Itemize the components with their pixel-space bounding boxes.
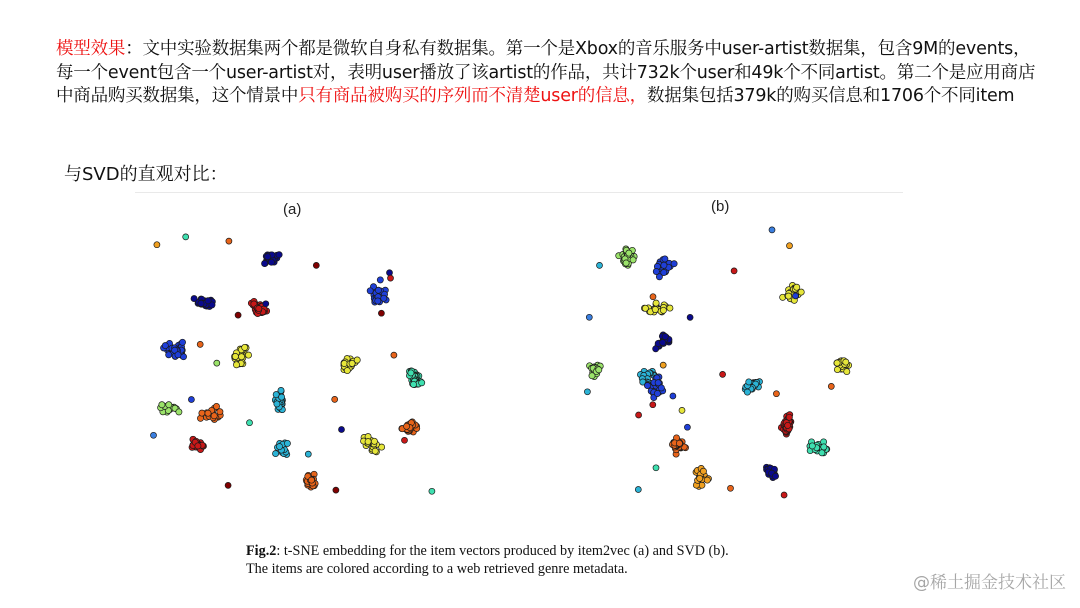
outlier-point xyxy=(378,310,384,316)
outlier-point xyxy=(313,262,319,268)
cluster-3 xyxy=(191,296,215,310)
scatter-point xyxy=(630,257,636,263)
scatter-point xyxy=(410,381,416,387)
outlier-point xyxy=(332,396,338,402)
svd-comparison-heading: 与SVD的直观对比： xyxy=(64,164,228,185)
scatter-point xyxy=(276,444,282,450)
scatter-point xyxy=(843,359,849,365)
outlier-point xyxy=(225,482,231,488)
scatter-point xyxy=(371,438,377,444)
scatter-point xyxy=(276,252,282,258)
scatter-point xyxy=(308,477,314,483)
scatter-point xyxy=(819,450,825,456)
scatter-point xyxy=(676,440,682,446)
outlier-point xyxy=(787,243,793,249)
cluster-6 xyxy=(587,362,604,380)
scatter-point xyxy=(704,477,710,483)
outlier-point xyxy=(263,301,269,307)
scatter-point xyxy=(660,340,666,346)
outlier-point xyxy=(226,238,232,244)
scatter-point xyxy=(268,259,274,265)
cluster-5 xyxy=(653,332,672,352)
scatter-point xyxy=(794,284,800,290)
outlier-point xyxy=(151,432,157,438)
outlier-point xyxy=(687,314,693,320)
outlier-point xyxy=(214,360,220,366)
outlier-point xyxy=(391,352,397,358)
scatter-point xyxy=(653,268,659,274)
caption-text-1: : t-SNE embedding for the item vectors produced by item2vec (a) and SVD (b). xyxy=(276,543,729,559)
intro-paragraph xyxy=(56,38,1046,109)
scatter-point xyxy=(341,360,347,366)
outlier-point xyxy=(636,412,642,418)
outlier-point xyxy=(333,487,339,493)
scatter-point xyxy=(596,367,602,373)
outlier-point xyxy=(773,391,779,397)
outlier-point xyxy=(781,492,787,498)
scatter-point xyxy=(375,287,381,293)
cluster-6 xyxy=(232,344,252,368)
scatter-point xyxy=(700,468,706,474)
scatter-point xyxy=(245,352,251,358)
scatter-point xyxy=(419,380,425,386)
outlier-point xyxy=(584,389,590,395)
outlier-point xyxy=(305,451,311,457)
outlier-point xyxy=(679,407,685,413)
scatter-point xyxy=(785,293,791,299)
cluster-3 xyxy=(641,300,673,315)
scatter-point xyxy=(199,410,205,416)
scatter-point xyxy=(671,261,677,267)
scatter-point xyxy=(746,379,752,385)
scatter-point xyxy=(798,289,804,295)
scatter-point xyxy=(652,306,658,312)
scatter-point xyxy=(655,380,661,386)
cluster-14 xyxy=(189,436,207,453)
scatter-point xyxy=(408,370,414,376)
cluster-13 xyxy=(669,435,688,457)
scatter-point xyxy=(159,402,165,408)
cluster-9 xyxy=(834,358,852,375)
scatter-point xyxy=(256,306,262,312)
outlier-point xyxy=(235,312,241,318)
scatter-point xyxy=(381,295,387,301)
outlier-point xyxy=(188,397,194,403)
cluster-8 xyxy=(406,368,424,388)
scatter-plot-b xyxy=(560,214,890,514)
cluster-1 xyxy=(616,246,638,268)
outlier-point xyxy=(429,488,435,494)
scatter-point xyxy=(772,473,778,479)
panel-a-label: (a) xyxy=(283,201,302,218)
cluster-8 xyxy=(742,379,762,396)
cluster-4 xyxy=(780,282,805,303)
scatter-point xyxy=(179,339,185,345)
caption-line-2: The items are colored according to a web retrieved genre metadata. xyxy=(246,561,628,577)
scatter-point xyxy=(162,343,168,349)
cluster-9 xyxy=(272,387,285,412)
scatter-point xyxy=(175,352,181,358)
scatter-point xyxy=(284,440,290,446)
scatter-point xyxy=(365,439,371,445)
scatter-point xyxy=(653,300,659,306)
paragraph-text-2: 数据集包括379k的购买信息和1706个不同item xyxy=(646,86,1015,106)
scatter-point xyxy=(372,448,378,454)
scatter-point xyxy=(661,262,667,268)
scatter-point xyxy=(211,413,217,419)
scatter-point xyxy=(589,373,595,379)
outlier-point xyxy=(769,227,775,233)
caption-line-1 xyxy=(246,542,886,560)
outlier-point xyxy=(720,371,726,377)
outlier-point xyxy=(183,234,189,240)
cluster-10 xyxy=(158,402,182,416)
scatter-point xyxy=(667,305,673,311)
scatter-point xyxy=(233,362,239,368)
outlier-point xyxy=(247,420,253,426)
scatter-point xyxy=(644,383,650,389)
scatter-point xyxy=(404,423,410,429)
scatter-point xyxy=(195,443,201,449)
figure-caption xyxy=(246,542,886,578)
cluster-13 xyxy=(361,434,385,455)
scatter-point xyxy=(662,256,668,262)
scatter-point xyxy=(238,354,244,360)
cluster-5 xyxy=(161,339,187,360)
scatter-point xyxy=(809,443,815,449)
scatter-point xyxy=(279,394,285,400)
model-effect-label: 模型效果 xyxy=(56,39,126,59)
cluster-2 xyxy=(653,256,677,280)
outlier-point xyxy=(650,294,656,300)
scatter-point xyxy=(198,300,204,306)
scatter-point xyxy=(744,389,750,395)
outlier-point xyxy=(653,465,659,471)
scatter-point xyxy=(176,409,182,415)
scatter-point xyxy=(205,298,211,304)
outlier-point xyxy=(197,341,203,347)
scatter-point xyxy=(354,357,360,363)
scatter-point xyxy=(660,307,666,313)
scatter-point xyxy=(367,288,373,294)
outlier-point xyxy=(154,242,160,248)
paragraph-highlight-text: 只有商品被购买的序列而不清楚user的信息， xyxy=(298,86,647,106)
outlier-point xyxy=(635,487,641,493)
scatter-point xyxy=(654,390,660,396)
scatter-point xyxy=(786,414,792,420)
scatter-plot-a xyxy=(135,214,455,514)
cluster-11 xyxy=(778,412,794,438)
cluster-14 xyxy=(763,464,778,480)
caption-fig-label: Fig.2 xyxy=(246,543,277,559)
cluster-1 xyxy=(262,252,283,267)
outlier-point xyxy=(402,437,408,443)
outlier-point xyxy=(650,402,656,408)
figure-separator xyxy=(135,192,903,193)
outlier-point xyxy=(684,424,690,430)
panel-b-label: (b) xyxy=(711,198,730,215)
cluster-11 xyxy=(197,403,223,422)
outlier-point xyxy=(339,427,345,433)
scatter-point xyxy=(623,260,629,266)
scatter-point xyxy=(844,369,850,375)
scatter-point xyxy=(662,334,668,340)
scatter-point xyxy=(232,353,238,359)
scatter-point xyxy=(166,352,172,358)
watermark: @稀土掘金技术社区 xyxy=(913,573,1066,593)
scatter-point xyxy=(626,250,632,256)
outlier-point xyxy=(388,275,394,281)
scatter-point xyxy=(377,277,383,283)
outlier-point xyxy=(670,393,676,399)
scatter-point xyxy=(344,368,350,374)
scatter-point xyxy=(834,367,840,373)
scatter-point xyxy=(821,444,827,450)
outlier-point xyxy=(828,383,834,389)
outlier-point xyxy=(597,262,603,268)
scatter-point xyxy=(242,344,248,350)
outlier-point xyxy=(731,268,737,274)
outlier-point xyxy=(586,314,592,320)
outlier-point xyxy=(728,485,734,491)
scatter-point xyxy=(834,360,840,366)
outlier-point xyxy=(660,362,666,368)
cluster-16 xyxy=(303,471,318,490)
cluster-12 xyxy=(807,439,830,456)
scatter-point xyxy=(166,402,172,408)
paragraph-text-1: ：文中实验数据集两个都是微软自身私有数据集。第一个是Xbox的音乐服务中user-artist数据集，包含9M的events，每一个event包含一个user-artist对，表明user播放了该artist的作品，共计732k个user和49k个不同artist。第二个是应用商店中商品购买数据集，这个情景中 xyxy=(56,39,1036,106)
scatter-point xyxy=(265,254,271,260)
scatter-point xyxy=(273,451,279,457)
cluster-15 xyxy=(273,440,291,458)
scatter-point xyxy=(262,260,268,266)
cluster-2 xyxy=(367,277,389,305)
scatter-point xyxy=(213,403,219,409)
cluster-7 xyxy=(341,356,360,374)
scatter-point xyxy=(274,401,280,407)
cluster-12 xyxy=(399,419,420,435)
figure-tsne xyxy=(135,192,903,584)
scatter-point xyxy=(375,298,381,304)
outlier-point xyxy=(793,293,799,299)
cluster-15 xyxy=(693,465,712,489)
scatter-point xyxy=(785,422,791,428)
scatter-point xyxy=(205,410,211,416)
outlier-point xyxy=(387,270,393,276)
scatter-point xyxy=(697,475,703,481)
